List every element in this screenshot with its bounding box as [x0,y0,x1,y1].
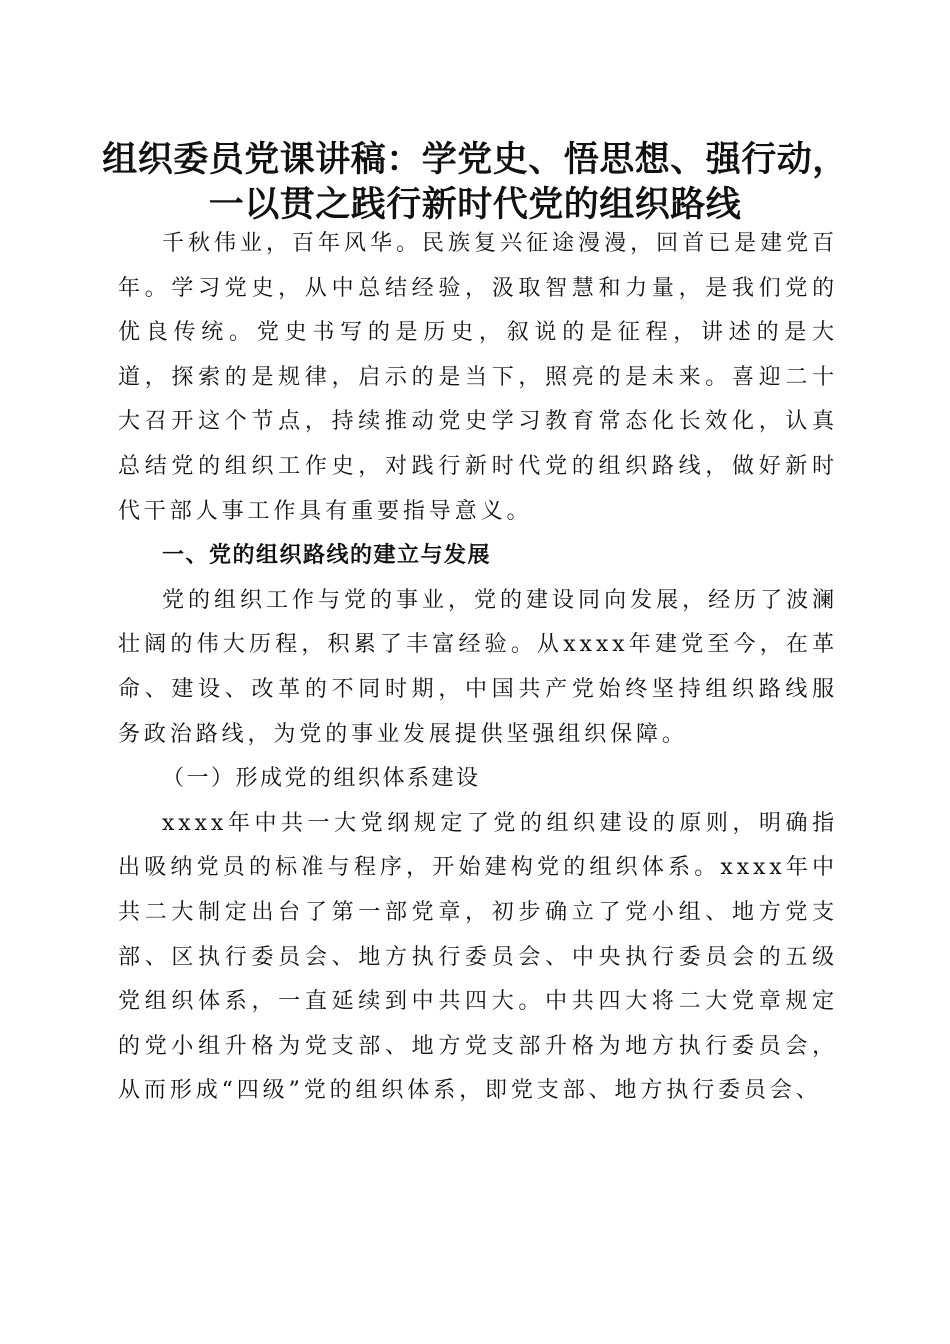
paragraph-section-1: 党的组织工作与党的事业，党的建设同向发展，经历了波澜壮阔的伟大历程，积累了丰富经验。从xxxx年建党至今，在革命、建设、改革的不同时期，中国共产党始终坚持组织路线服务政治路线，为党的事业发展提供坚强组织保障。 [118,587,838,747]
document-body [118,222,838,1114]
section-heading-1: 一、党的组织路线的建立与发展 [162,543,492,569]
document-title-line-2: 一以贯之践行新时代党的组织路线 [208,184,742,225]
subsection-heading-1: （一）形成党的组织体系建设 [162,766,481,792]
document-title-line-1: 组织委员党课讲稿：学党史、悟思想、强行动， [102,139,848,180]
paragraph-subsection-1: xxxx年中共一大党纲规定了党的组织建设的原则，明确指出吸纳党员的标准与程序，开始建构党的组织体系。xxxx年中共二大制定出台了第一部党章，初步确立了党小组、地方党支部、区执行委员会、地方执行委员会、中央执行委员会的五级党组织体系，一直延续到中共四大。中共四大将二大党章规定的党小组升格为党支部、地方党支部升格为地方执行委员会，从而形成“四级”党的组织体系，即党支部、地方执行委员会、 [118,810,838,1104]
paragraph-intro: 千秋伟业，百年风华。民族复兴征途漫漫，回首已是建党百年。学习党史，从中总结经验，汲取智慧和力量，是我们党的优良传统。党史书写的是历史，叙说的是征程，讲述的是大道，探索的是规律，启示的是当下，照亮的是未来。喜迎二十大召开这个节点，持续推动党史学习教育常态化长效化，认真总结党的组织工作史，对践行新时代党的组织路线，做好新时代干部人事工作具有重要指导意义。 [118,231,838,524]
